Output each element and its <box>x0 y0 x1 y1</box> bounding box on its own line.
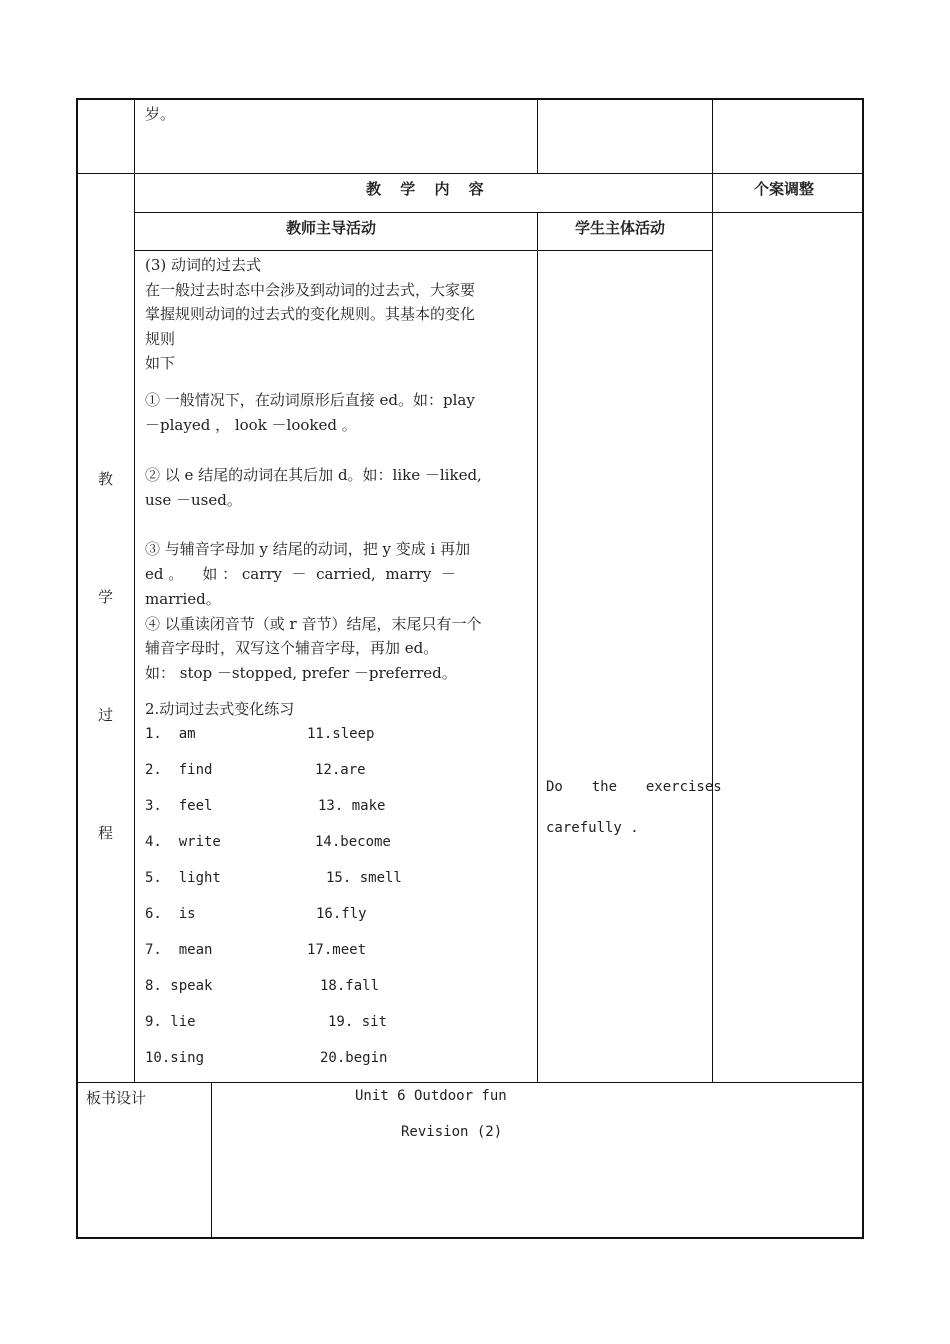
rule1-line: －played ， look －looked 。 <box>145 416 357 434</box>
intro-title: (3) 动词的过去式 <box>145 256 262 274</box>
intro-line: 如下 <box>145 354 176 372</box>
practice-item-right: 12.are <box>315 762 366 778</box>
rule3-line: ed 。 如 ： carry － carried, marry － <box>145 565 456 583</box>
practice-item-right: 16.fly <box>316 906 367 922</box>
practice-item-left: 6. is <box>145 906 196 922</box>
divider-col-adjust <box>712 98 713 1083</box>
divider-row2 <box>134 212 864 213</box>
intro-line: 在一般过去时态中会涉及到动词的过去式，大家要 <box>145 281 476 299</box>
practice-item-left: 9. lie <box>145 1014 196 1030</box>
rule2-line: use －used。 <box>145 491 242 509</box>
practice-item-right: 15. smell <box>326 870 402 886</box>
divider-col-student-top <box>537 98 538 173</box>
divider-row1 <box>76 173 864 174</box>
teacher-activity-header: 教师主导活动 <box>286 219 377 237</box>
practice-item-right: 19. sit <box>328 1014 388 1030</box>
side-label-char: 学 <box>98 588 114 606</box>
student-activity-line: Do the exercises <box>546 779 722 795</box>
rule3-line: ③ 与辅音字母加 y 结尾的动词，把 y 变成 i 再加 <box>145 540 471 558</box>
teaching-content-header: 教 学 内 容 <box>366 180 484 198</box>
board-design-label: 板书设计 <box>86 1089 147 1107</box>
board-title: Unit 6 Outdoor fun <box>355 1088 507 1104</box>
student-activity-header: 学生主体活动 <box>575 219 666 237</box>
practice-title: 2.动词过去式变化练习 <box>145 700 295 718</box>
side-label-char: 程 <box>98 824 114 842</box>
divider-col1 <box>134 98 135 1083</box>
practice-item-left: 2. find <box>145 762 213 778</box>
side-label-char: 教 <box>98 470 114 488</box>
table-border-left <box>76 98 78 1239</box>
practice-item-left: 5. light <box>145 870 221 886</box>
rule4-line: 如： stop －stopped, prefer －preferred。 <box>145 664 457 682</box>
rule2-line: ② 以 e 结尾的动词在其后加 d。如：like －liked, <box>145 466 482 484</box>
board-subtitle: Revision (2) <box>401 1124 503 1140</box>
student-activity-line: carefully . <box>546 820 639 836</box>
table-border-top <box>76 98 864 100</box>
practice-item-right: 20.begin <box>320 1050 388 1066</box>
divider-col-student <box>537 212 538 1083</box>
practice-item-left: 4. write <box>145 834 221 850</box>
practice-item-left: 3. feel <box>145 798 213 814</box>
rule4-line: 辅音字母时，双写这个辅音字母，再加 ed。 <box>145 639 439 657</box>
table-border-right <box>862 98 864 1239</box>
practice-item-right: 17.meet <box>307 942 367 958</box>
practice-item-right: 18.fall <box>320 978 380 994</box>
practice-item-left: 8. speak <box>145 978 213 994</box>
rule1-line: ① 一般情况下，在动词原形后直接 ed。如：play <box>145 391 475 409</box>
practice-item-left: 7. mean <box>145 942 213 958</box>
practice-item-left: 1. am <box>145 726 196 742</box>
practice-item-left: 10.sing <box>145 1050 205 1066</box>
rule3-line: married。 <box>145 590 221 608</box>
practice-item-right: 11.sleep <box>307 726 375 742</box>
case-adjust-header: 个案调整 <box>754 180 815 198</box>
rule4-line: ④ 以重读闭音节（或 r 音节）结尾，末尾只有一个 <box>145 615 482 633</box>
divider-board-col <box>211 1082 212 1238</box>
side-label-char: 过 <box>98 706 114 724</box>
intro-line: 规则 <box>145 330 176 348</box>
intro-line: 掌握规则动词的过去式的变化规则。其基本的变化 <box>145 305 476 323</box>
divider-row-board <box>76 1082 864 1083</box>
divider-row3 <box>134 250 713 251</box>
top-cell-text: 岁。 <box>145 105 176 123</box>
practice-item-right: 13. make <box>318 798 386 814</box>
table-border-bottom <box>76 1237 864 1239</box>
practice-item-right: 14.become <box>315 834 391 850</box>
